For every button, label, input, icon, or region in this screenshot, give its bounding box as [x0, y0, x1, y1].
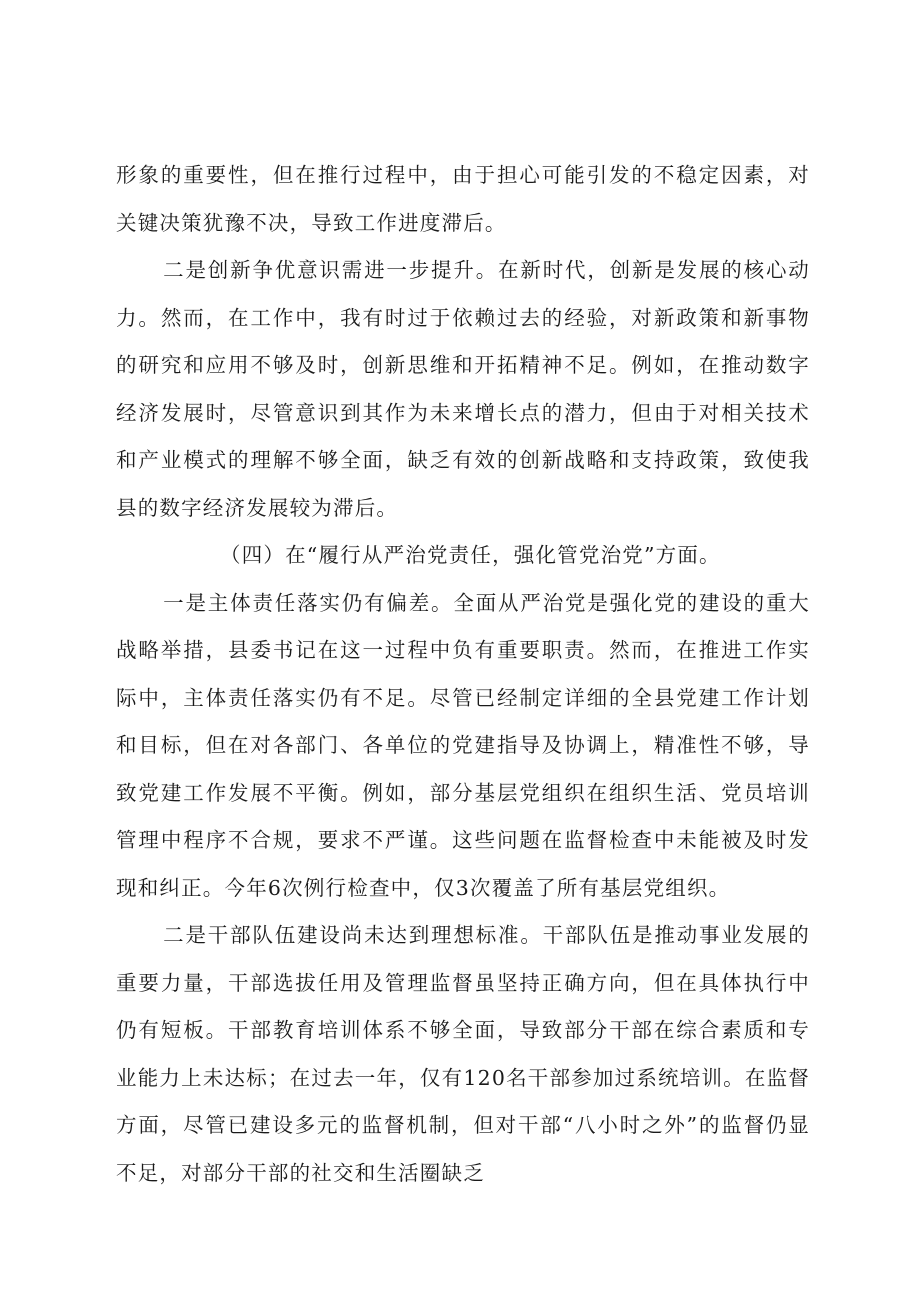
paragraph-innovation: 二是创新争优意识需进一步提升。在新时代，创新是发展的核心动力。然而，在工作中，我有时过于依赖过去的经验，对新政策和新事物的研究和应用不够及时，创新思维和开拓精神不足。例如，在推动数字经济发展时，尽管意识到其作为未来增长点的潜力，但由于对相关技术和产业模式的理解不够全面，缺乏有效的创新战略和支持政策，致使我县的数字经济发展较为滞后。	[116, 258, 810, 520]
paragraph-continuation: 形象的重要性，但在推行过程中，由于担心可能引发的不稳定因素，对关键决策犹豫不决，导致工作进度滞后。	[116, 163, 810, 235]
paragraph-cadre-team: 二是干部队伍建设尚未达到理想标准。干部队伍是推动事业发展的重要力量，干部选拔任用及管理监督虽坚持正确方向，但在具体执行中仍有短板。干部教育培训体系不够全面，导致部分干部在综合素质和专业能力上未达标；在过去一年，仅有120名干部参加过系统培训。在监督方面，尽管已建设多元的监督机制，但对干部“八小时之外”的监督仍显不足，对部分干部的社交和生活圈缺乏	[116, 923, 810, 1185]
document-body	[116, 152, 810, 1197]
paragraph-main-responsibility: 一是主体责任落实仍有偏差。全面从严治党是强化党的建设的重大战略举措，县委书记在这一过程中负有重要职责。然而，在推进工作实际中，主体责任落实仍有不足。尽管已经制定详细的全县党建工作计划和目标，但在对各部门、各单位的党建指导及协调上，精准性不够，导致党建工作发展不平衡。例如，部分基层党组织在组织生活、党员培训管理中程序不合规，要求不严谨。这些问题在监督检查中未能被及时发现和纠正。今年6次例行检查中，仅3次覆盖了所有基层党组织。	[116, 590, 810, 900]
section-heading-four: （四）在“履行从严治党责任，强化管党治党”方面。	[220, 543, 721, 567]
